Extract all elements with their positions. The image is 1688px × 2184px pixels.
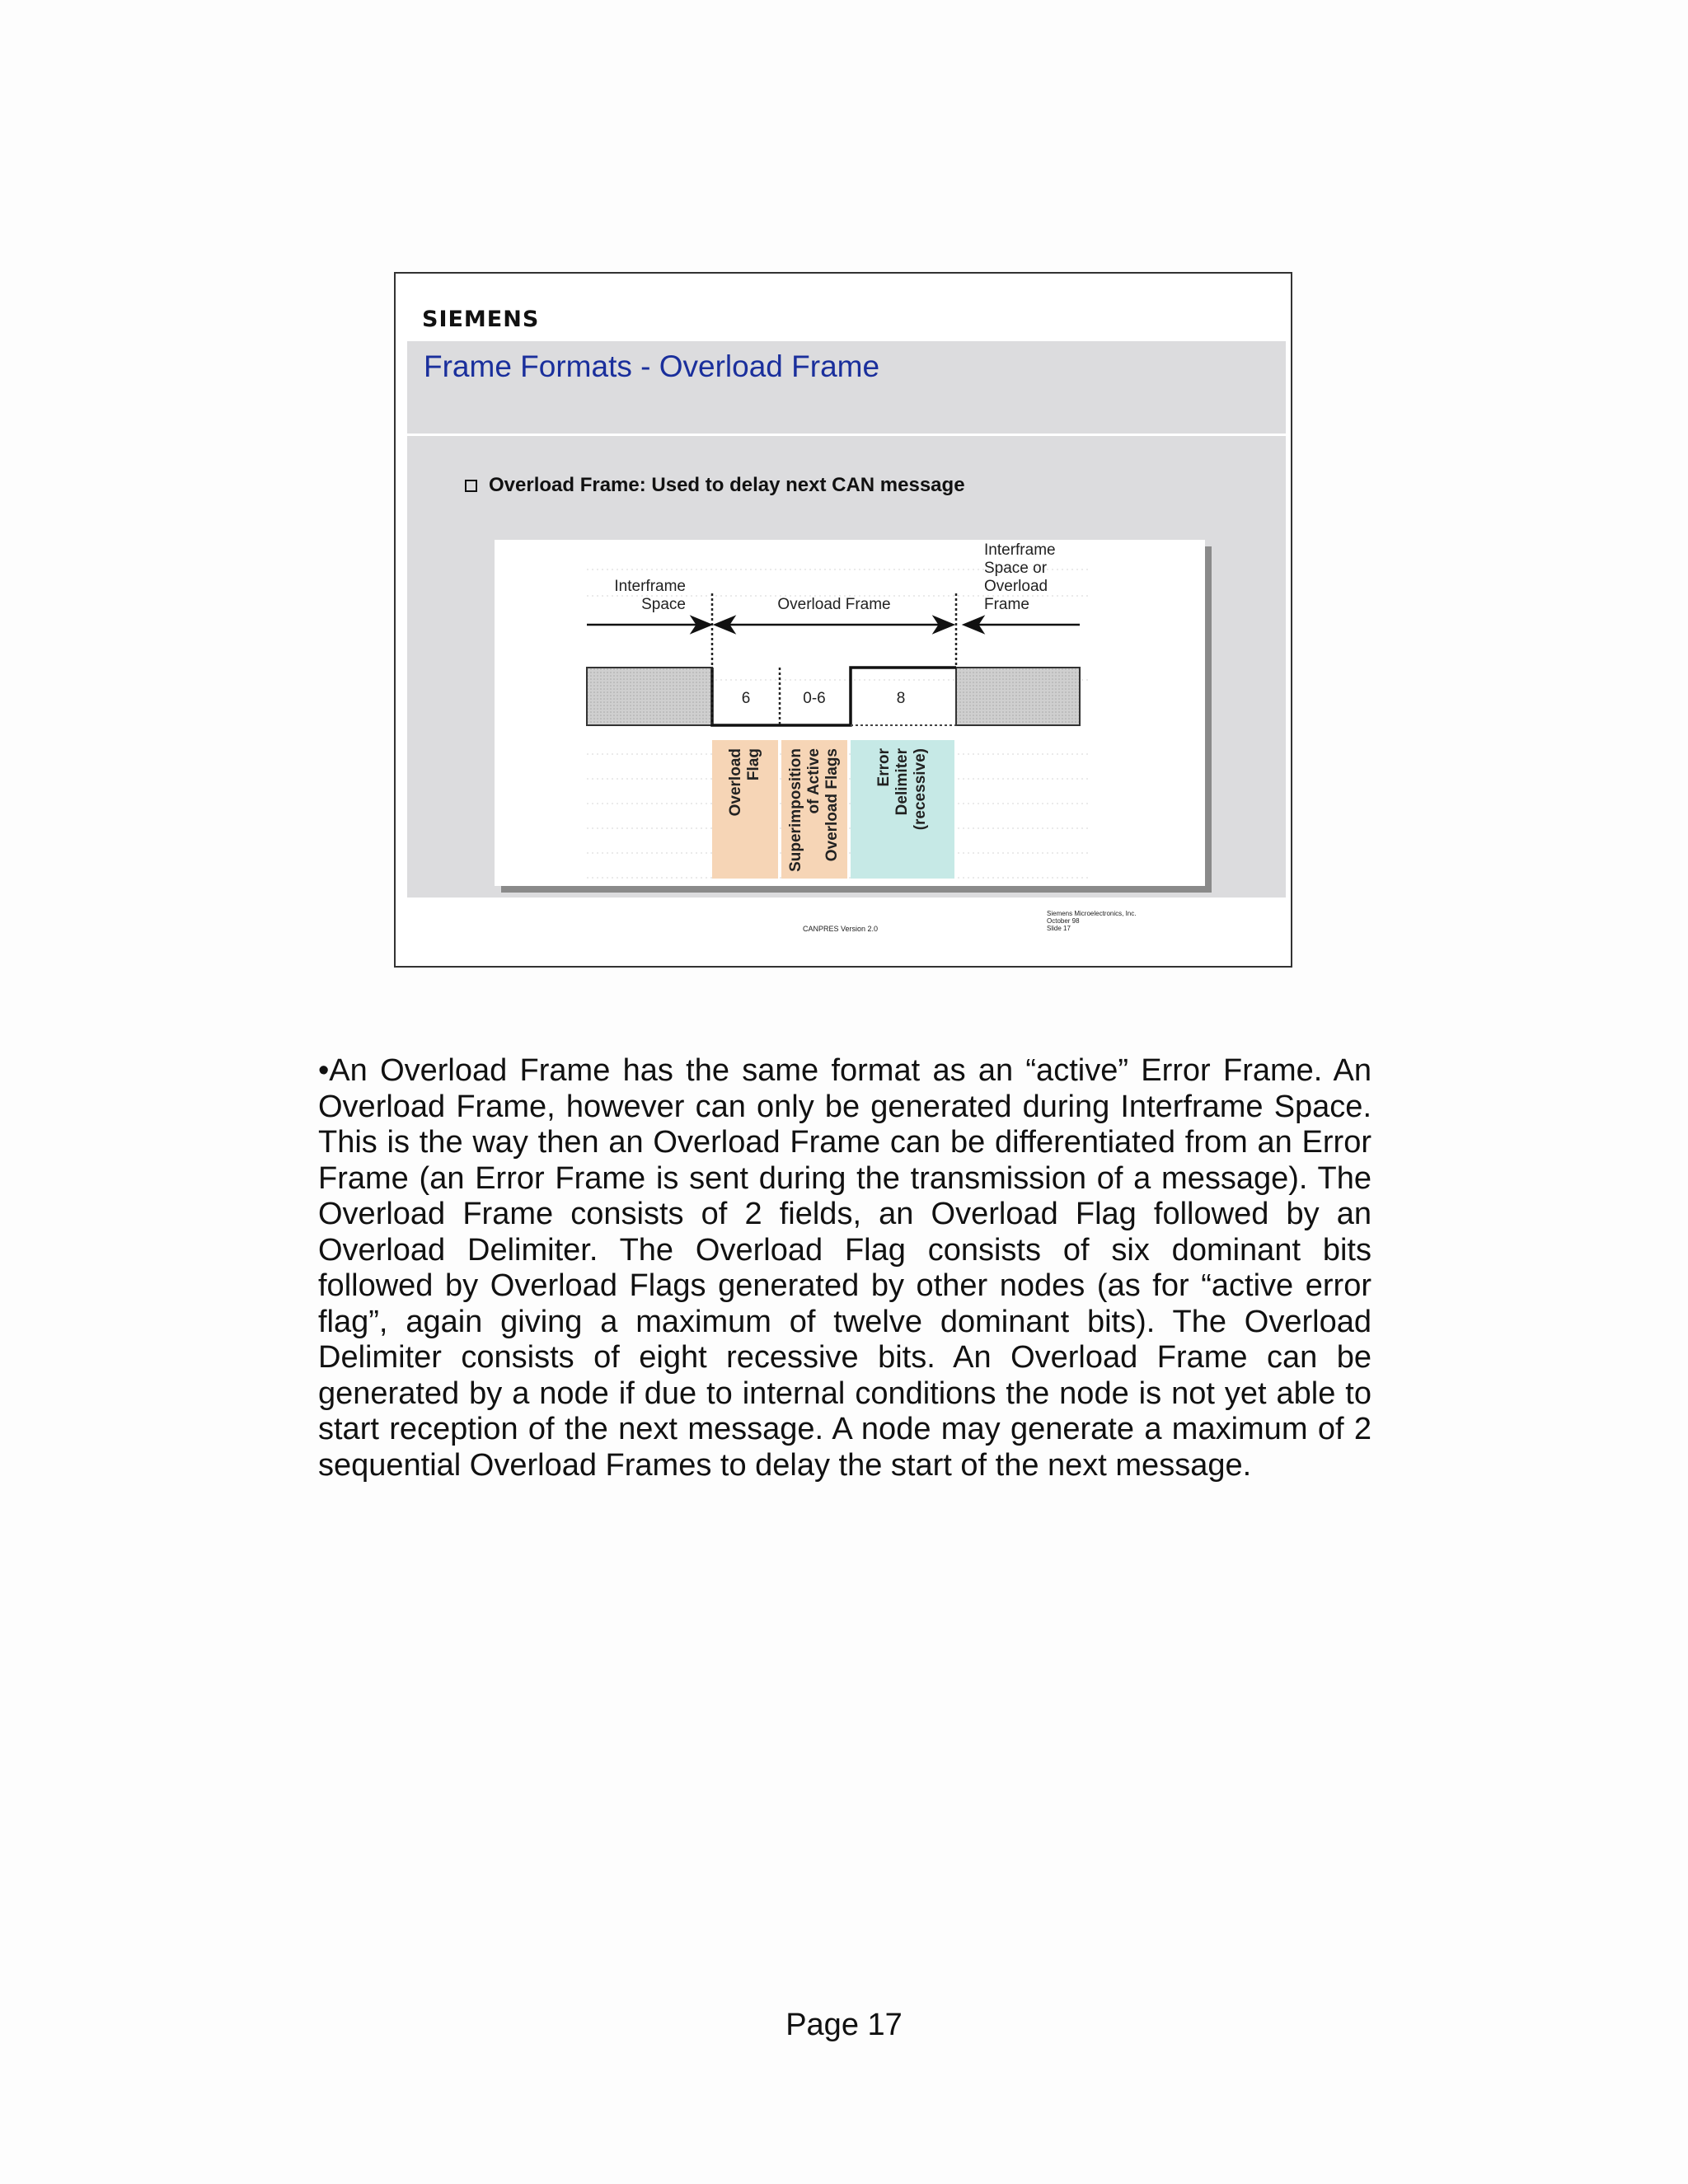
footer-date: October 98	[1047, 917, 1080, 925]
bit-count-delimiter: 8	[896, 690, 906, 707]
slide-footer-version: CANPRES Version 2.0	[803, 925, 879, 933]
field-label-delimiter-line3: (recessive)	[912, 748, 929, 831]
field-label-superimposition-line3: Overload Flags	[823, 748, 841, 862]
field-label-overload-line1: Overload	[727, 748, 744, 817]
slide-body	[407, 436, 1286, 898]
bit-count-superimposition: 0-6	[803, 690, 826, 707]
interframe-right-label-line2: Space or	[984, 560, 1048, 577]
page-number: Page 17	[785, 2008, 903, 2042]
slide	[394, 272, 1292, 968]
field-label-overload-line2: Flag	[745, 748, 762, 781]
interframe-space-label-line1: Interframe	[614, 578, 686, 595]
overload-frame-diagram	[495, 540, 1205, 886]
interframe-right-label-line4: Frame	[984, 596, 1029, 613]
field-label-delimiter-line1: Error	[875, 748, 893, 787]
slide-footer-info	[1047, 910, 1136, 932]
footer-company: Siemens Microelectronics, Inc.	[1047, 910, 1137, 917]
slide-title: Frame Formats - Overload Frame	[424, 349, 880, 383]
frame-arrows	[587, 617, 1080, 632]
bullet-text: Overload Frame: Used to delay next CAN message	[489, 474, 965, 496]
title-band	[407, 341, 1286, 436]
interframe-block-left	[587, 668, 712, 725]
field-label-delimiter-line2: Delimiter	[893, 748, 911, 816]
interframe-space-label-line2: Space	[641, 596, 686, 613]
siemens-logo: SIEMENS	[422, 307, 540, 332]
interframe-right-label-line1: Interframe	[984, 541, 1056, 559]
interframe-block-right	[956, 668, 1080, 725]
field-label-superimposition-line2: of Active	[805, 748, 823, 814]
checkbox-bullet-icon	[465, 480, 477, 492]
footer-slide-number: Slide 17	[1047, 925, 1071, 932]
overload-frame-label: Overload Frame	[777, 596, 891, 613]
body-paragraph: •An Overload Frame has the same format as an “active” Error Frame. An Overload Frame, however can only be generated during Interframe Space. This is the way then an Overload Frame can be differentiated from an Error Frame (an Error Frame is sent during the transmission of a message). The Overload Frame consists of 2 fields, an Overload Flag followed by an Overload Delimiter. The Overload Flag consists of six dominant bits followed by Overload Flags generated by other nodes (as for “active error flag”, again giving a maximum of twelve dominant bits). The Overload Delimiter consists of eight recessive bits. An Overload Frame can be generated by a node if due to internal conditions the node is not yet able to start reception of the next message. A node may generate a maximum of 2 sequential Overload Frames to delay the start of the next message.	[318, 1053, 1372, 1483]
field-label-superimposition-line1: Superimposition	[787, 748, 804, 872]
bullet-item	[465, 474, 965, 497]
interframe-right-label-line3: Overload	[984, 578, 1048, 595]
bit-count-flag: 6	[741, 690, 751, 707]
